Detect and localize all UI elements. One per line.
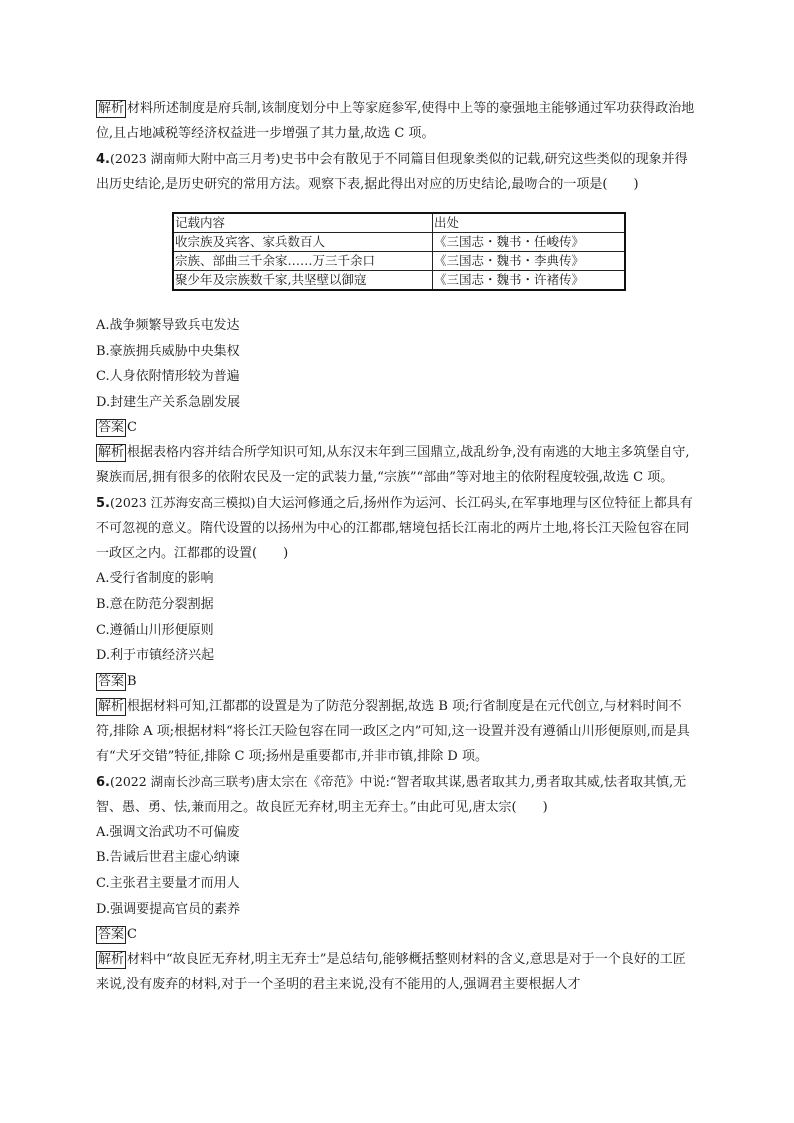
table-cell: 收宗族及宾客、家兵数百人 — [173, 233, 433, 252]
q6-answer — [96, 922, 698, 947]
q4-source: (2023 湖南师大附中高三月考) — [109, 151, 281, 166]
q4-record-table — [172, 212, 626, 291]
q5-option-b: B.意在防范分裂割据 — [96, 596, 214, 612]
q6-analysis-text: 材料中“故良匠无弃材,明主无弃士”是总结句,能够概括整则材料的含义,意思是对于一个良好的工匠来说,没有废弃的材料,对于一个圣明的君主来说,没有不能用的人,强调君主要根据人才 — [96, 952, 686, 993]
q4-stem — [96, 146, 698, 197]
answer-label: 答案 — [98, 673, 125, 689]
q6-option-c: C.主张君主要量才而用人 — [96, 875, 240, 891]
q6-stem-text: 唐太宗在《帝范》中说:“智者取其谋,愚者取其力,勇者取其威,怯者取其慎,无智、愚、勇、怯,兼而用之。故良匠无弃材,明主无弃士。”由此可见,唐太宗( ) — [96, 774, 687, 815]
table-row — [173, 233, 625, 252]
q5-option-c: C.遵循山川形便原则 — [96, 622, 214, 638]
q6-source: (2022 湖南长沙高三联考) — [109, 773, 256, 789]
q5-analysis-text: 根据材料可知,江都郡的设置是为了防范分裂割据,故选 B 项;行省制度是在元代创立,与材料时间不符,排除 A 项;根据材料“将长江天险包容在同一政区之内”可知,这一设置并没有遵循山川形便原则,而是具有“犬牙交错”特征,排除 C 项;扬州是重要都市,并非市镇,排除 D 项。 — [96, 698, 690, 764]
q6-analysis — [96, 947, 698, 997]
q4-answer — [96, 415, 698, 440]
q4-answer-value: C — [127, 420, 137, 436]
q3-analysis — [96, 96, 698, 146]
q4-option-a: A.战争频繁导致兵屯发达 — [96, 318, 240, 333]
document-page — [96, 96, 698, 997]
q4-stem-text: 史书中会有散见于不同篇目但现象类似的记载,研究这些类似的现象并得出历史结论,是历史研究的常用方法。观察下表,据此得出对应的历史结论,最吻合的一项是( ) — [96, 152, 688, 192]
q6-stem — [96, 769, 698, 820]
q6-number: 6. — [96, 774, 110, 790]
analysis-label: 解析 — [98, 698, 125, 714]
q4-option-c: C.人身依附情形较为普遍 — [96, 369, 240, 385]
q5-option-d: D.利于市镇经济兴起 — [96, 648, 215, 664]
q5-analysis — [96, 694, 698, 769]
q5-answer-value: B — [127, 673, 137, 689]
answer-label: 答案 — [98, 420, 125, 436]
table-row — [173, 271, 625, 291]
q4-option-b: B.豪族拥兵威胁中央集权 — [96, 343, 240, 359]
table-cell: 宗族、部曲三千余家……万三千余口 — [173, 252, 433, 271]
q3-analysis-text: 材料所述制度是府兵制,该制度划分中上等家庭参军,使得中上等的豪强地主能够通过军功获得政治地位,且占地减税等经济权益进一步增强了其力量,故选 C 项。 — [96, 101, 695, 141]
q6-option-a: A.强调文治武功不可偏废 — [96, 824, 240, 840]
q6-option-d: D.强调要提高官员的素养 — [96, 901, 241, 917]
q5-source: (2023 江苏海安高三模拟) — [109, 495, 256, 511]
table-header-cell: 出处 — [433, 213, 626, 233]
table-cell: 《三国志・魏书・李典传》 — [433, 252, 626, 271]
q6-option-b: B.告诫后世君主虚心纳谏 — [96, 850, 240, 866]
analysis-label: 解析 — [98, 445, 125, 461]
q4-number: 4. — [96, 152, 110, 167]
q4-analysis — [96, 440, 698, 490]
analysis-label: 解析 — [98, 101, 125, 116]
q5-stem-text: 自大运河修通之后,扬州作为运河、长江码头,在军事地理与区位特征上都具有不可忽视的意义。隋代设置的以扬州为中心的江都郡,辖境包括长江南北的两片土地,将长江天险包容在同一政区之内。江都郡的设置( ) — [96, 496, 693, 562]
table-header-cell: 记载内容 — [173, 213, 433, 233]
q5-stem — [96, 490, 698, 566]
q4-analysis-text: 根据表格内容并结合所学知识可知,从东汉末年到三国鼎立,战乱纷争,没有南逃的大地主多筑堡自守,聚族而居,拥有很多的依附农民及一定的武装力量,“宗族”“部曲”等对地主的依附程度较强,故选 C 项。 — [96, 445, 690, 486]
analysis-label: 解析 — [98, 952, 125, 968]
q5-answer — [96, 669, 698, 694]
table-cell: 《三国志・魏书・许褚传》 — [433, 271, 626, 291]
table-cell: 《三国志・魏书・任峻传》 — [433, 233, 626, 252]
q5-number: 5. — [96, 496, 110, 512]
q6-answer-value: C — [127, 927, 137, 943]
table-header-row — [173, 213, 625, 233]
answer-label: 答案 — [98, 927, 125, 943]
q4-option-d: D.封建生产关系急剧发展 — [96, 394, 241, 410]
table-row — [173, 252, 625, 271]
table-cell: 聚少年及宗族数千家,共坚壁以御寇 — [173, 271, 433, 291]
q5-option-a: A.受行省制度的影响 — [96, 571, 214, 587]
